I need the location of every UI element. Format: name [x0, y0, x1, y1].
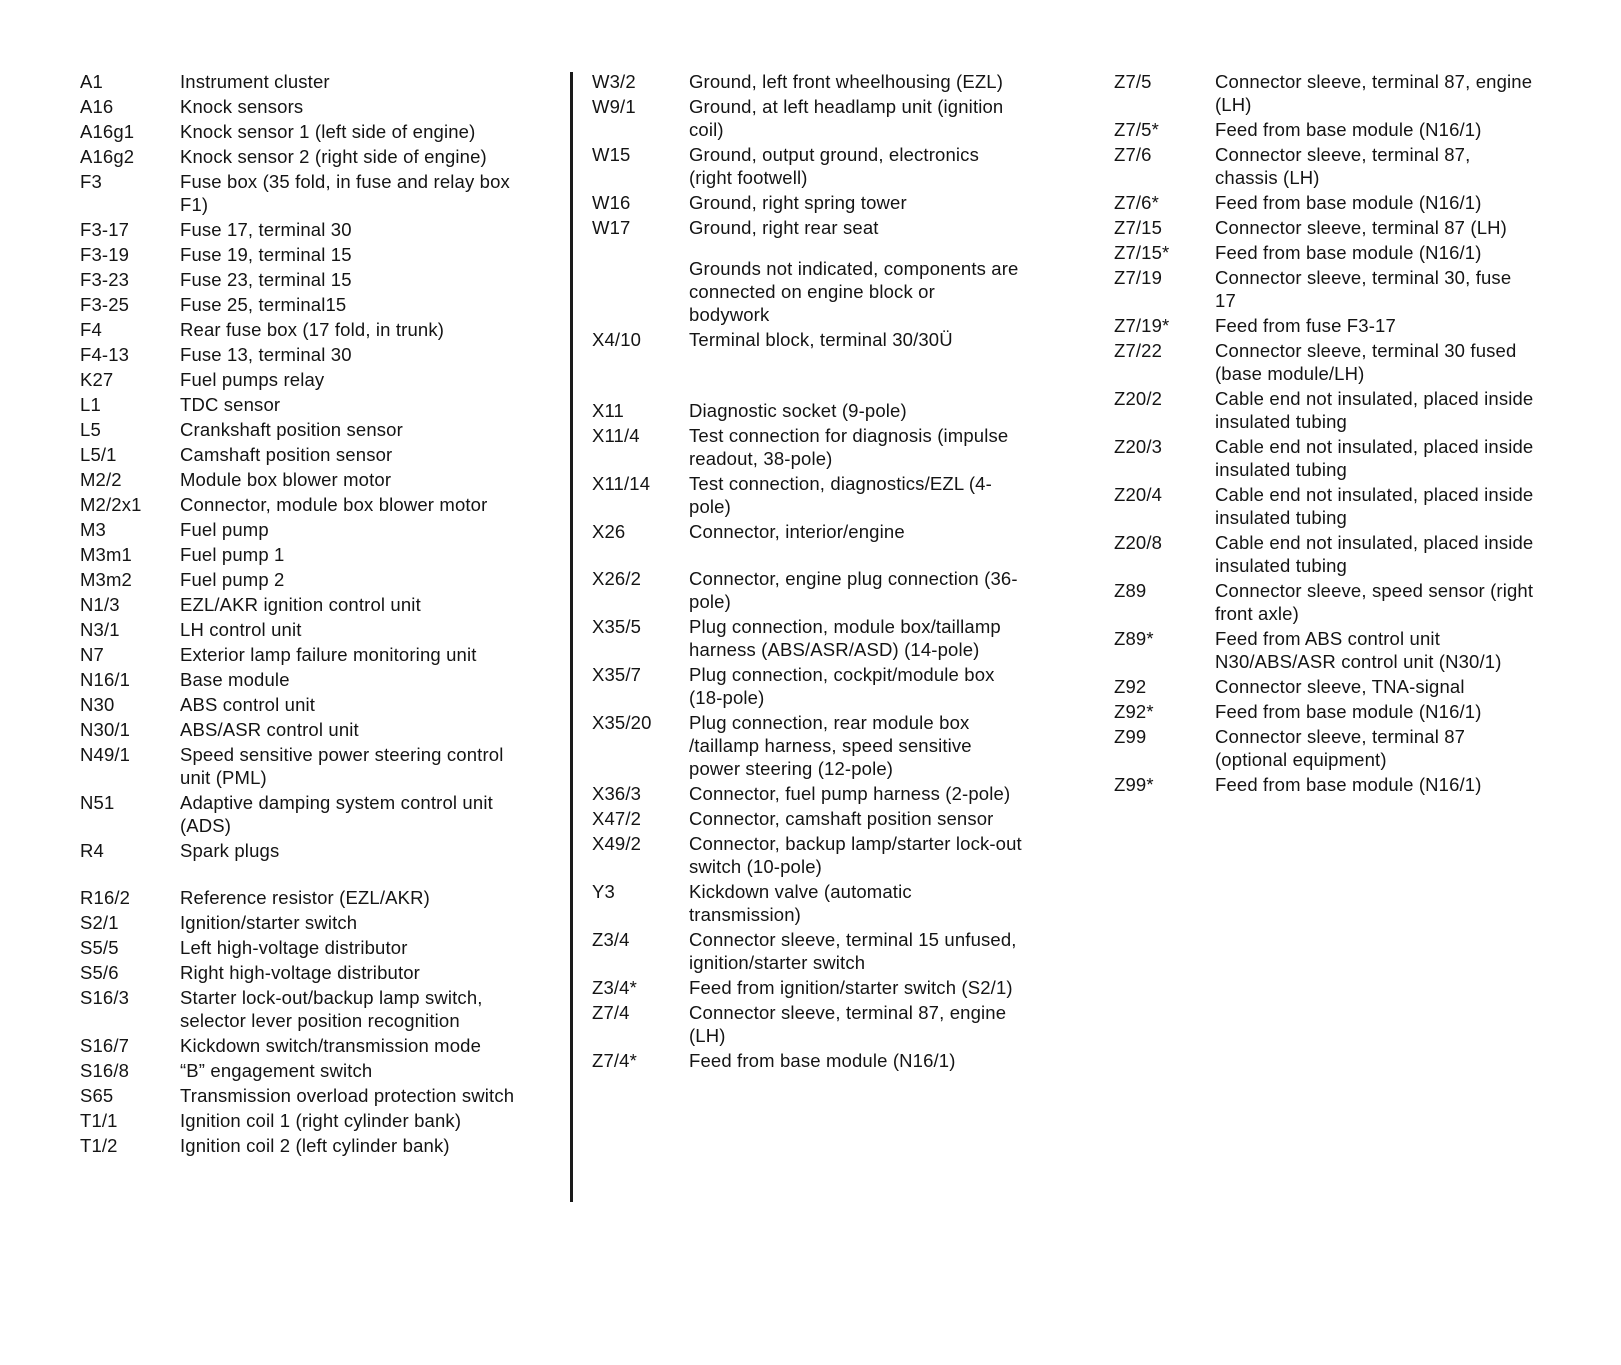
component-code: N7 — [80, 644, 104, 665]
legend-entry — [592, 143, 1032, 189]
component-description: Instrument cluster — [180, 71, 330, 92]
legend-entry — [1114, 483, 1554, 529]
component-description: Knock sensor 2 (right side of engine) — [180, 146, 487, 167]
component-description: Test connection for diagnosis (impulse readout, 38-pole) — [689, 425, 1009, 469]
component-description: Starter lock-out/backup lamp switch, selector lever position recognition — [180, 987, 483, 1031]
legend-entry — [1114, 387, 1554, 433]
component-code: Z7/6* — [1114, 192, 1159, 213]
component-code: M2/2x1 — [80, 494, 142, 515]
component-description: Connector sleeve, TNA-signal — [1215, 676, 1465, 697]
component-code: Z7/15* — [1114, 242, 1170, 263]
component-description: Feed from ignition/starter switch (S2/1) — [689, 977, 1013, 998]
component-description: Connector, interior/engine — [689, 521, 905, 542]
component-description: Connector, backup lamp/starter lock-out switch (10-pole) — [689, 833, 1022, 877]
legend-entry — [80, 839, 550, 862]
component-code: F4 — [80, 319, 102, 340]
component-code: Z3/4* — [592, 977, 637, 998]
spacer — [592, 545, 1032, 567]
legend-entry — [80, 120, 550, 143]
component-code: Z20/8 — [1114, 532, 1163, 553]
component-code: Z3/4 — [592, 929, 630, 950]
component-code: A16 — [80, 96, 114, 117]
component-description: Connector sleeve, terminal 87 (optional equipment) — [1215, 726, 1466, 770]
legend-entry — [80, 718, 550, 741]
component-description: ABS control unit — [180, 694, 316, 715]
legend-entry — [1114, 531, 1554, 577]
legend-entry — [592, 663, 1032, 709]
component-code: X26 — [592, 521, 626, 542]
legend-entry — [1114, 435, 1554, 481]
component-description: Feed from base module (N16/1) — [1215, 242, 1482, 263]
legend-entry — [80, 886, 550, 909]
component-code: N51 — [80, 792, 115, 813]
legend-entry — [1114, 70, 1554, 116]
legend-entry — [1114, 675, 1554, 698]
legend-entry — [1114, 143, 1554, 189]
legend-entry — [80, 568, 550, 591]
legend-entry — [80, 791, 550, 837]
component-code: L5/1 — [80, 444, 117, 465]
component-description: Kickdown valve (automatic transmission) — [689, 881, 912, 925]
component-code: Z7/5* — [1114, 119, 1159, 140]
component-code: W9/1 — [592, 96, 636, 117]
legend-entry — [80, 243, 550, 266]
legend-entry — [1114, 627, 1554, 673]
component-description: Ground, at left headlamp unit (ignition coil) — [689, 96, 1004, 140]
component-description: Connector sleeve, terminal 87 (LH) — [1215, 217, 1507, 238]
component-description: Connector, fuel pump harness (2-pole) — [689, 783, 1011, 804]
legend-entry — [80, 368, 550, 391]
legend-column-middle — [592, 70, 1032, 1074]
legend-entry — [80, 593, 550, 616]
legend-entry — [592, 928, 1032, 974]
component-code: Z7/19* — [1114, 315, 1170, 336]
component-description: Ground, right spring tower — [689, 192, 907, 213]
legend-entry — [80, 443, 550, 466]
component-description: Fuse 13, terminal 30 — [180, 344, 352, 365]
grounds-note: Grounds not indicated, components are connected on engine block or bodywork — [689, 258, 1019, 325]
legend-entry — [1114, 725, 1554, 771]
legend-entry — [80, 543, 550, 566]
legend-entry — [80, 70, 550, 93]
component-description: EZL/AKR ignition control unit — [180, 594, 421, 615]
legend-entry — [80, 170, 550, 216]
component-code: N1/3 — [80, 594, 120, 615]
component-description: TDC sensor — [180, 394, 281, 415]
component-description: Plug connection, rear module box /taillamp harness, speed sensitive power steering (12-pole) — [689, 712, 972, 779]
component-code: R16/2 — [80, 887, 131, 908]
component-code: S2/1 — [80, 912, 119, 933]
component-code: Z89* — [1114, 628, 1154, 649]
component-description: Fuse 23, terminal 15 — [180, 269, 352, 290]
component-description: Ground, left front wheelhousing (EZL) — [689, 71, 1004, 92]
legend-entry — [80, 961, 550, 984]
legend-entry — [80, 1034, 550, 1057]
legend-entry — [80, 911, 550, 934]
component-code: N30/1 — [80, 719, 131, 740]
legend-entry — [592, 70, 1032, 93]
component-description: Fuse 25, terminal15 — [180, 294, 347, 315]
legend-entry — [592, 782, 1032, 805]
component-description: Module box blower motor — [180, 469, 392, 490]
component-code: W3/2 — [592, 71, 636, 92]
component-code: K27 — [80, 369, 114, 390]
component-code: Z20/3 — [1114, 436, 1163, 457]
component-description: Fuel pump 2 — [180, 569, 285, 590]
component-description: Connector sleeve, terminal 87, engine (LH) — [689, 1002, 1007, 1046]
legend-entry — [592, 328, 1032, 351]
component-description: ABS/ASR control unit — [180, 719, 359, 740]
legend-entry — [80, 343, 550, 366]
legend-entry — [592, 472, 1032, 518]
component-code: F3-19 — [80, 244, 130, 265]
component-description: Speed sensitive power steering control unit (PML) — [180, 744, 504, 788]
component-code: L1 — [80, 394, 101, 415]
component-description: Connector sleeve, speed sensor (right front axle) — [1215, 580, 1534, 624]
component-code: R4 — [80, 840, 104, 861]
component-code: S5/6 — [80, 962, 119, 983]
component-description: Fuel pumps relay — [180, 369, 325, 390]
component-code: Z99 — [1114, 726, 1147, 747]
legend-entry — [80, 618, 550, 641]
component-code: F3-17 — [80, 219, 130, 240]
legend-entry — [80, 1084, 550, 1107]
component-description: Feed from fuse F3-17 — [1215, 315, 1396, 336]
component-description: Adaptive damping system control unit (ADS) — [180, 792, 493, 836]
component-code: X35/5 — [592, 616, 642, 637]
component-code: M3m2 — [80, 569, 132, 590]
legend-entry — [592, 1001, 1032, 1047]
component-code: X4/10 — [592, 329, 642, 350]
component-description: Terminal block, terminal 30/30Ü — [689, 329, 953, 350]
legend-entry — [1114, 773, 1554, 796]
component-code: Z7/4 — [592, 1002, 630, 1023]
component-description: Rear fuse box (17 fold, in trunk) — [180, 319, 445, 340]
component-description: Transmission overload protection switch — [180, 1085, 515, 1106]
component-code: Z89 — [1114, 580, 1147, 601]
legend-entry — [80, 1059, 550, 1082]
component-description: Feed from ABS control unit N30/ABS/ASR control unit (N30/1) — [1215, 628, 1502, 672]
component-description: Plug connection, cockpit/module box (18-pole) — [689, 664, 995, 708]
component-description: Fuse 19, terminal 15 — [180, 244, 352, 265]
component-code: T1/2 — [80, 1135, 118, 1156]
legend-entry — [80, 95, 550, 118]
component-description: Crankshaft position sensor — [180, 419, 403, 440]
legend-entry — [1114, 700, 1554, 723]
component-description: Diagnostic socket (9-pole) — [689, 400, 907, 421]
legend-entry — [80, 643, 550, 666]
component-description: Feed from base module (N16/1) — [1215, 774, 1482, 795]
component-code: Z99* — [1114, 774, 1154, 795]
component-description: Connector sleeve, terminal 87, engine (LH) — [1215, 71, 1533, 115]
component-description: Connector sleeve, terminal 15 unfused, ignition/starter switch — [689, 929, 1017, 973]
component-description: Connector, module box blower motor — [180, 494, 488, 515]
component-code: S5/5 — [80, 937, 119, 958]
component-code: Z7/6 — [1114, 144, 1152, 165]
component-code: Z20/2 — [1114, 388, 1163, 409]
legend-entry — [1114, 191, 1554, 214]
component-code: Z7/5 — [1114, 71, 1152, 92]
component-code: A16g1 — [80, 121, 135, 142]
legend-entry — [80, 318, 550, 341]
component-description: Connector, camshaft position sensor — [689, 808, 994, 829]
component-description: Feed from base module (N16/1) — [1215, 701, 1482, 722]
legend-entry — [592, 191, 1032, 214]
legend-entry — [592, 807, 1032, 830]
component-description: Cable end not insulated, placed inside insulated tubing — [1215, 436, 1534, 480]
legend-entry — [592, 711, 1032, 780]
component-description: Connector sleeve, terminal 30, fuse 17 — [1215, 267, 1512, 311]
component-description: Kickdown switch/transmission mode — [180, 1035, 482, 1056]
legend-entry — [80, 1109, 550, 1132]
component-code: S16/8 — [80, 1060, 130, 1081]
legend-entry — [592, 615, 1032, 661]
component-description: Camshaft position sensor — [180, 444, 393, 465]
legend-entry — [80, 268, 550, 291]
spacer — [592, 241, 1032, 257]
component-description: Fuel pump — [180, 519, 269, 540]
component-code: M2/2 — [80, 469, 122, 490]
component-description: Connector sleeve, terminal 30 fused (base module/LH) — [1215, 340, 1517, 384]
legend-entry — [592, 399, 1032, 422]
component-description: Feed from base module (N16/1) — [689, 1050, 956, 1071]
spacer — [592, 353, 1032, 399]
legend-entry — [80, 1134, 550, 1157]
legend-entry — [592, 520, 1032, 543]
component-description: Connector sleeve, terminal 87, chassis (LH) — [1215, 144, 1471, 188]
legend-entry — [80, 693, 550, 716]
legend-entry — [592, 95, 1032, 141]
legend-entry — [592, 216, 1032, 239]
legend-entry — [592, 880, 1032, 926]
legend-column-right — [1114, 70, 1554, 798]
component-description: Ignition coil 1 (right cylinder bank) — [180, 1110, 462, 1131]
legend-entry — [1114, 339, 1554, 385]
component-description: Ground, output ground, electronics (right footwell) — [689, 144, 979, 188]
component-code: S65 — [80, 1085, 114, 1106]
component-code: Z7/15 — [1114, 217, 1163, 238]
component-code: X11/14 — [592, 473, 651, 494]
component-description: Knock sensor 1 (left side of engine) — [180, 121, 476, 142]
component-code: X49/2 — [592, 833, 642, 854]
component-code: L5 — [80, 419, 101, 440]
component-description: Cable end not insulated, placed inside insulated tubing — [1215, 484, 1534, 528]
component-code: X26/2 — [592, 568, 642, 589]
legend-entry — [80, 145, 550, 168]
component-code: Z7/22 — [1114, 340, 1163, 361]
component-description: Plug connection, module box/taillamp harness (ABS/ASR/ASD) (14-pole) — [689, 616, 1001, 660]
component-code: F3-23 — [80, 269, 130, 290]
component-description: Ground, right rear seat — [689, 217, 879, 238]
component-description: Knock sensors — [180, 96, 304, 117]
component-code: X47/2 — [592, 808, 642, 829]
component-code: W16 — [592, 192, 631, 213]
component-code: Z20/4 — [1114, 484, 1163, 505]
legend-entry — [592, 832, 1032, 878]
component-code: N49/1 — [80, 744, 131, 765]
legend-entry — [80, 293, 550, 316]
column-divider — [570, 72, 573, 1202]
component-description: Fuel pump 1 — [180, 544, 285, 565]
component-code: M3m1 — [80, 544, 132, 565]
legend-entry — [1114, 314, 1554, 337]
component-code: Z7/19 — [1114, 267, 1163, 288]
component-code: N30 — [80, 694, 115, 715]
legend-entry — [1114, 579, 1554, 625]
component-code: Y3 — [592, 881, 615, 902]
legend-entry — [80, 393, 550, 416]
legend-entry — [592, 567, 1032, 613]
legend-entry — [80, 936, 550, 959]
legend-entry — [80, 668, 550, 691]
component-code: F3-25 — [80, 294, 130, 315]
spacer — [80, 864, 550, 886]
component-code: X11/4 — [592, 425, 640, 446]
legend-entry — [1114, 118, 1554, 141]
legend-column-left — [80, 70, 550, 1159]
legend-entry — [80, 743, 550, 789]
component-code: S16/7 — [80, 1035, 130, 1056]
legend-entry — [592, 976, 1032, 999]
legend-entry — [592, 424, 1032, 470]
component-description: Feed from base module (N16/1) — [1215, 192, 1482, 213]
legend-entry — [80, 418, 550, 441]
component-description: Feed from base module (N16/1) — [1215, 119, 1482, 140]
component-code: Z7/4* — [592, 1050, 637, 1071]
component-code: M3 — [80, 519, 106, 540]
component-description: Cable end not insulated, placed inside insulated tubing — [1215, 532, 1534, 576]
legend-entry — [1114, 216, 1554, 239]
component-code: W15 — [592, 144, 631, 165]
legend-entry — [1114, 266, 1554, 312]
legend-entry — [592, 1049, 1032, 1072]
component-description: LH control unit — [180, 619, 302, 640]
component-code: N16/1 — [80, 669, 131, 690]
component-description: Cable end not insulated, placed inside insulated tubing — [1215, 388, 1534, 432]
component-code: Z92 — [1114, 676, 1147, 697]
legend-entry — [80, 518, 550, 541]
component-description: Exterior lamp failure monitoring unit — [180, 644, 477, 665]
component-code: A1 — [80, 71, 103, 92]
component-description: Fuse box (35 fold, in fuse and relay box F1) — [180, 171, 510, 215]
component-description: Right high-voltage distributor — [180, 962, 420, 983]
component-description: Ignition/starter switch — [180, 912, 358, 933]
component-description: Left high-voltage distributor — [180, 937, 408, 958]
legend-entry — [1114, 241, 1554, 264]
component-code: N3/1 — [80, 619, 120, 640]
component-code: Z92* — [1114, 701, 1154, 722]
component-description: Base module — [180, 669, 290, 690]
component-code: X11 — [592, 400, 624, 421]
legend-entry — [80, 218, 550, 241]
component-code: X36/3 — [592, 783, 642, 804]
component-description: Spark plugs — [180, 840, 280, 861]
legend-entry — [80, 493, 550, 516]
legend-entry — [80, 468, 550, 491]
component-code: F4-13 — [80, 344, 130, 365]
component-code: A16g2 — [80, 146, 135, 167]
component-code: S16/3 — [80, 987, 130, 1008]
component-description: Test connection, diagnostics/EZL (4-pole) — [689, 473, 992, 517]
legend-entry — [80, 986, 550, 1032]
component-code: W17 — [592, 217, 631, 238]
component-description: Reference resistor (EZL/AKR) — [180, 887, 430, 908]
component-description: Connector, engine plug connection (36-pole) — [689, 568, 1018, 612]
component-description: “B” engagement switch — [180, 1060, 373, 1081]
component-code: X35/20 — [592, 712, 652, 733]
component-description: Fuse 17, terminal 30 — [180, 219, 352, 240]
component-code: T1/1 — [80, 1110, 118, 1131]
component-code: F3 — [80, 171, 102, 192]
component-description: Ignition coil 2 (left cylinder bank) — [180, 1135, 450, 1156]
component-code: X35/7 — [592, 664, 642, 685]
